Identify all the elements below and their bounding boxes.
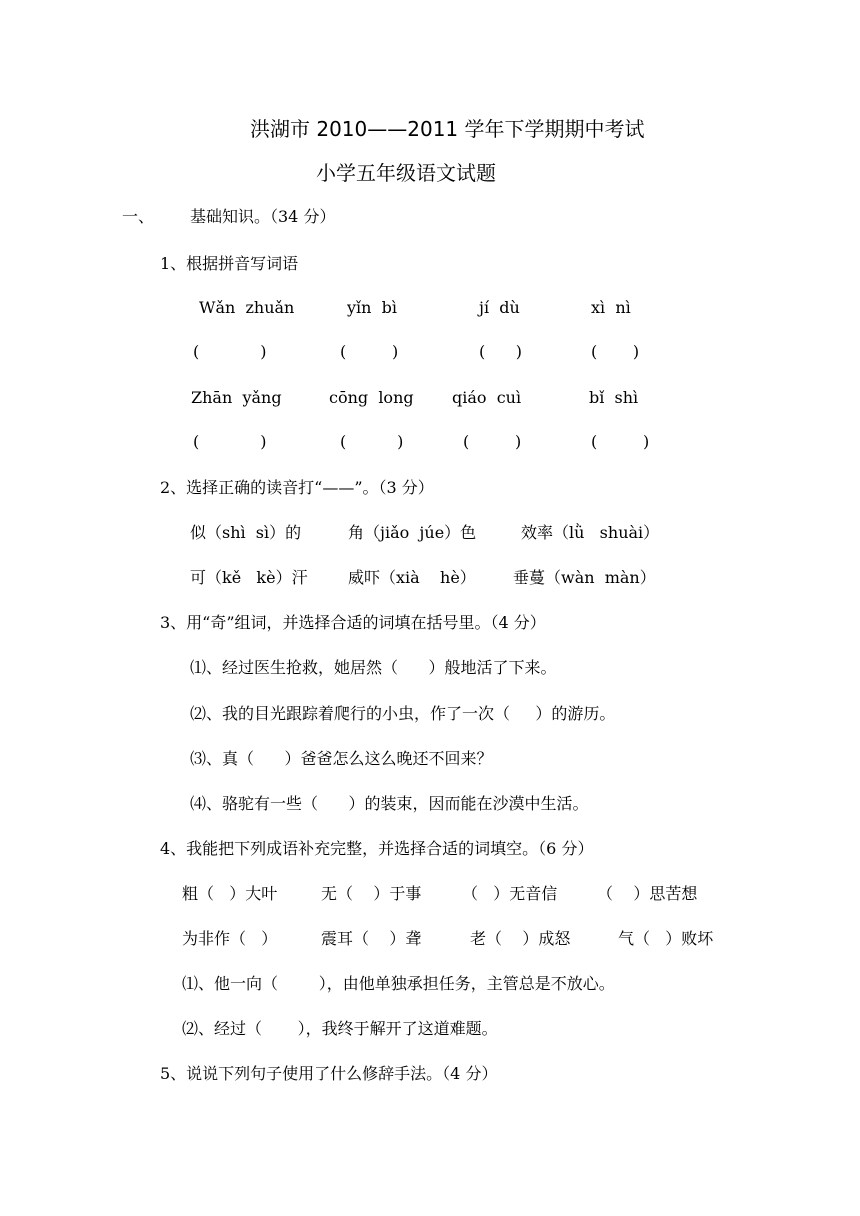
reading-option: 威吓（xià hè） xyxy=(348,568,476,587)
pinyin: yǐn bì xyxy=(347,298,397,317)
answer-blank[interactable]: ( ) xyxy=(591,432,650,451)
question-5-heading: 5、说说下列句子使用了什么修辞手法。（4 分） xyxy=(160,1064,498,1083)
idiom-blank: 粗（ ）大叶 xyxy=(182,884,278,903)
answer-blank[interactable]: ( ) xyxy=(340,342,399,361)
reading-option: 效率（lǜ shuài） xyxy=(521,523,660,542)
pinyin: cōng long xyxy=(329,388,414,407)
section-number: 一、 xyxy=(122,207,155,226)
answer-blank[interactable]: ( ) xyxy=(591,342,640,361)
fill-in-sentence: ⑷、骆驼有一些（ ）的装束，因而能在沙漠中生活。 xyxy=(190,794,589,813)
question-2-heading: 2、选择正确的读音打“——”。（3 分） xyxy=(160,478,434,497)
idiom-blank: 震耳（ ）聋 xyxy=(321,929,422,948)
fill-in-sentence: ⑵、经过（ ），我终于解开了这道难题。 xyxy=(182,1019,498,1038)
exam-subtitle: 小学五年级语文试题 xyxy=(316,161,496,185)
idiom-blank: 老（ ）成怒 xyxy=(470,929,571,948)
idiom-blank: 气（ ）败坏 xyxy=(618,929,714,948)
answer-blank[interactable]: ( ) xyxy=(340,432,404,451)
pinyin: jí dù xyxy=(479,298,520,317)
idiom-blank: 为非作（ ） xyxy=(182,929,278,948)
question-4-heading: 4、我能把下列成语补充完整，并选择合适的词填空。（6 分） xyxy=(160,839,594,858)
question-3-heading: 3、用“奇”组词，并选择合适的词填在括号里。（4 分） xyxy=(160,613,546,632)
fill-in-sentence: ⑴、他一向（ ），由他单独承担任务，主管总是不放心。 xyxy=(182,974,615,993)
pinyin: xì nì xyxy=(591,298,631,317)
idiom-blank: （ ）无音信 xyxy=(462,884,558,903)
idiom-blank: （ ）思苦想 xyxy=(597,884,698,903)
reading-option: 可（kě kè）汗 xyxy=(190,568,308,587)
pinyin: Wǎn zhuǎn xyxy=(199,298,295,317)
answer-blank[interactable]: ( ) xyxy=(193,432,267,451)
reading-option: 垂蔓（wàn màn） xyxy=(513,568,656,587)
pinyin: bǐ shì xyxy=(589,388,639,407)
reading-option: 角（jiǎo júe）色 xyxy=(348,523,477,542)
fill-in-sentence: ⑶、真（ ）爸爸怎么这么晚还不回来？ xyxy=(190,749,493,768)
answer-blank[interactable]: ( ) xyxy=(193,342,267,361)
answer-blank[interactable]: ( ) xyxy=(463,432,522,451)
fill-in-sentence: ⑵、我的目光跟踪着爬行的小虫，作了一次（ ）的游历。 xyxy=(190,704,616,723)
section-heading: 基础知识。（34 分） xyxy=(190,207,336,226)
answer-blank[interactable]: ( ) xyxy=(479,342,522,361)
fill-in-sentence: ⑴、经过医生抢救，她居然（ ）般地活了下来。 xyxy=(190,658,557,677)
pinyin: Zhān yǎng xyxy=(191,388,282,407)
idiom-blank: 无（ ）于事 xyxy=(321,884,422,903)
question-1-heading: 1、根据拼音写词语 xyxy=(160,254,299,273)
pinyin: qiáo cuì xyxy=(452,388,522,407)
reading-option: 似（shì sì）的 xyxy=(190,523,302,542)
exam-title: 洪湖市 2010——2011 学年下学期期中考试 xyxy=(250,117,645,141)
